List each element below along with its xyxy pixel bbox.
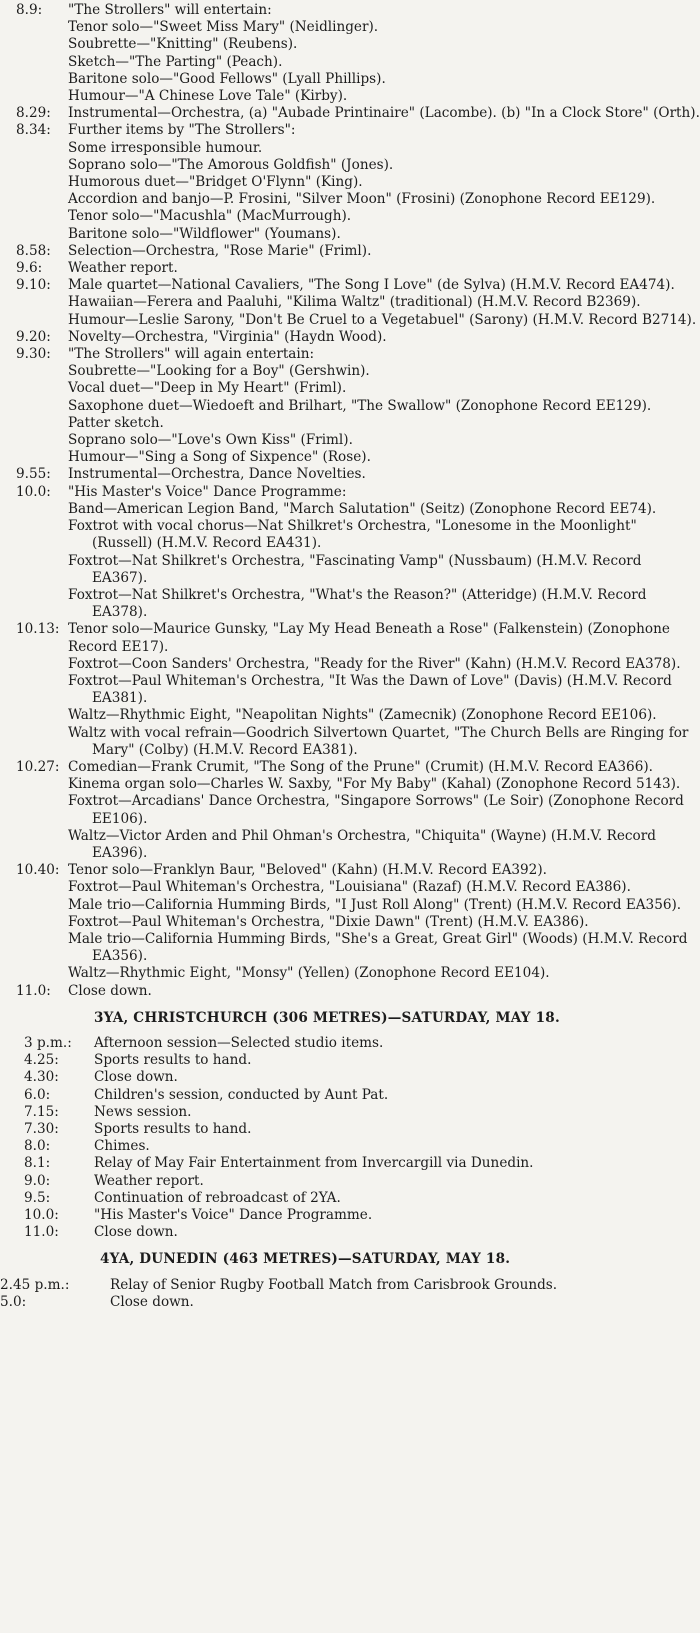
entry-text: Humour—Leslie Sarony, "Don't Be Cruel to a Vegetabuel" (Sarony) (H.M.V. Record B2714).: [68, 311, 697, 328]
entry-text: Male trio—California Humming Birds, "I Just Roll Along" (Trent) (H.M.V. Record EA356).: [68, 896, 682, 913]
entry-text: Some irresponsible humour.: [68, 139, 263, 156]
programme-entry: [0, 122, 700, 242]
entry-text: "The Strollers" will again entertain:: [68, 346, 315, 363]
entry-text: Close down.: [94, 1224, 178, 1241]
programme-entry: [0, 1277, 700, 1294]
programme-entry: [0, 346, 700, 466]
programme-entry: [24, 1224, 700, 1241]
entry-time: 8.9:: [16, 2, 43, 18]
entry-time: 9.10:: [16, 277, 51, 294]
entry-time: 11.0:: [16, 982, 51, 999]
entry-time: 9.5:: [24, 1189, 51, 1206]
entry-text: Soprano solo—"The Amorous Goldfish" (Jones).: [68, 156, 394, 173]
entry-time: 9.55:: [16, 466, 51, 483]
entry-text: Chimes.: [94, 1138, 150, 1155]
entry-text: News session.: [94, 1103, 192, 1120]
entry-text: Sketch—"The Parting" (Peach).: [68, 53, 283, 70]
programme-section: [0, 2, 700, 1000]
entry-text: Weather report.: [68, 260, 178, 277]
entry-text: Instrumental—Orchestra, Dance Novelties.: [68, 466, 366, 483]
entry-time: 8.58:: [16, 242, 51, 259]
entry-text: Close down.: [94, 1069, 178, 1086]
station-heading: 4YA, DUNEDIN (463 METRES)—SATURDAY, MAY 18.: [100, 1251, 511, 1268]
entry-text: Weather report.: [94, 1172, 204, 1189]
entry-text: Continuation of rebroadcast of 2YA.: [94, 1189, 341, 1206]
programme-entry: [0, 983, 700, 1000]
entry-time: 9.30:: [16, 346, 51, 363]
entry-text: Hawaiian—Ferera and Paaluhi, "Kilima Waltz" (traditional) (H.M.V. Record B2369).: [68, 294, 641, 311]
entry-time: 10.13:: [16, 621, 60, 638]
entry-text: Soubrette—"Knitting" (Reubens).: [68, 36, 298, 53]
entry-time: 8.0:: [24, 1138, 51, 1155]
programme-entry: [0, 243, 700, 260]
entry-text: Waltz with vocal refrain—Goodrich Silvertown Quartet, "The Church Bells are Ringing for Mary" (Colby) (H.M.V. Record EA381).: [68, 724, 689, 758]
entry-time: 3 p.m.:: [24, 1034, 72, 1051]
entry-text: Further items by "The Strollers":: [68, 122, 296, 139]
entry-text: Tenor solo—"Sweet Miss Mary" (Neidlinger).: [68, 19, 379, 36]
programme-entry: [24, 1069, 700, 1086]
programme-entry: [0, 260, 700, 277]
entry-text: "His Master's Voice" Dance Programme.: [94, 1207, 373, 1224]
entry-text: Baritone solo—"Wildflower" (Youmans).: [68, 225, 341, 242]
entry-text: Vocal duet—"Deep in My Heart" (Friml).: [68, 380, 347, 397]
entry-time: 8.34:: [16, 122, 51, 139]
programme-entry: [24, 1052, 700, 1069]
programme-entry: [0, 105, 700, 122]
entry-text: Children's session, conducted by Aunt Pat.: [94, 1086, 389, 1103]
programme-entry: [24, 1138, 700, 1155]
entry-time: 5.0:: [0, 1293, 27, 1310]
entry-time: 11.0:: [24, 1224, 59, 1241]
entry-text: Baritone solo—"Good Fellows" (Lyall Phillips).: [68, 70, 386, 87]
entry-text: Humorous duet—"Bridget O'Flynn" (King).: [68, 174, 363, 191]
programme-entry: [0, 862, 700, 982]
entry-text: Foxtrot—Arcadians' Dance Orchestra, "Singapore Sorrows" (Le Soir) (Zonophone Record EE106).: [68, 793, 684, 827]
station-heading: 3YA, CHRISTCHURCH (306 METRES)—SATURDAY, MAY 18.: [94, 1009, 560, 1026]
entry-text: Kinema organ solo—Charles W. Saxby, "For My Baby" (Kahal) (Zonophone Record 5143).: [68, 776, 681, 793]
programme-section: [0, 1251, 700, 1311]
entry-time: 10.0:: [24, 1207, 59, 1224]
entry-text: Humour—"A Chinese Love Tale" (Kirby).: [68, 88, 348, 105]
entry-text: Waltz—Rhythmic Eight, "Monsy" (Yellen) (Zonophone Record EE104).: [68, 965, 550, 982]
programme-entry: [24, 1121, 700, 1138]
entry-text: Foxtrot—Coon Sanders' Orchestra, "Ready for the River" (Kahn) (H.M.V. Record EA378).: [68, 655, 681, 672]
entry-text: Tenor solo—"Macushla" (MacMurrough).: [68, 208, 352, 225]
entry-time: 10.0:: [16, 483, 51, 500]
entry-time: 8.29:: [16, 105, 51, 122]
entry-text: Tenor solo—Franklyn Baur, "Beloved" (Kahn) (H.M.V. Record EA392).: [68, 862, 547, 879]
entry-time: 4.25:: [24, 1052, 59, 1069]
entry-text: Humour—"Sing a Song of Sixpence" (Rose).: [68, 449, 371, 466]
entry-text: Close down.: [110, 1293, 194, 1310]
entry-text: Male quartet—National Cavaliers, "The Song I Love" (de Sylva) (H.M.V. Record EA474).: [68, 277, 675, 294]
entry-time: 6.0:: [24, 1086, 51, 1103]
entry-time: 10.40:: [16, 862, 60, 879]
entry-text: Accordion and banjo—P. Frosini, "Silver Moon" (Frosini) (Zonophone Record EE129).: [68, 191, 656, 208]
entry-text: Foxtrot with vocal chorus—Nat Shilkret's Orchestra, "Lonesome in the Moonlight" (Russell) (H.M.V. Record EA431).: [68, 518, 637, 552]
entry-text: "His Master's Voice" Dance Programme:: [68, 483, 347, 500]
entry-text: Foxtrot—Nat Shilkret's Orchestra, "What's the Reason?" (Atteridge) (H.M.V. Record EA378).: [68, 586, 647, 621]
entry-time: 9.0:: [24, 1172, 51, 1189]
entry-text: Soprano solo—"Love's Own Kiss" (Friml).: [68, 432, 353, 449]
entry-text: Novelty—Orchestra, "Virginia" (Haydn Wood).: [68, 328, 387, 345]
entry-text: Soubrette—"Looking for a Boy" (Gershwin).: [68, 363, 370, 380]
programme-entry: [0, 484, 700, 622]
entry-text: Saxophone duet—Wiedoeft and Brilhart, "The Swallow" (Zonophone Record EE129).: [68, 397, 652, 414]
entry-time: 9.20:: [16, 328, 51, 345]
entry-text: Comedian—Frank Crumit, "The Song of the Prune" (Crumit) (H.M.V. Record EA366).: [68, 758, 653, 775]
entry-time: 2.45 p.m.:: [0, 1276, 70, 1293]
entry-text: Relay of Senior Rugby Football Match from Carisbrook Grounds.: [110, 1276, 558, 1293]
entry-time: 9.6:: [16, 260, 43, 277]
entry-text: "The Strollers" will entertain:: [68, 2, 272, 18]
programme-entry: [0, 277, 700, 329]
programme-entry: [0, 2, 700, 105]
programme-entry: [0, 466, 700, 483]
programme-entry: [0, 759, 700, 862]
entry-time: 10.27:: [16, 758, 60, 775]
entry-text: Foxtrot—Nat Shilkret's Orchestra, "Fascinating Vamp" (Nussbaum) (H.M.V. Record EA367).: [68, 552, 642, 586]
entry-text: Tenor solo—Maurice Gunsky, "Lay My Head Beneath a Rose" (Falkenstein) (Zonophone Record EE17).: [68, 621, 670, 655]
entry-text: Waltz—Victor Arden and Phil Ohman's Orchestra, "Chiquita" (Wayne) (H.M.V. Record EA396).: [68, 827, 656, 861]
entry-time: 8.1:: [24, 1155, 51, 1172]
entry-text: Sports results to hand.: [94, 1052, 252, 1069]
programme-entry: [0, 329, 700, 346]
programme-entry: [24, 1104, 700, 1121]
programme-entry: [0, 1294, 700, 1311]
entry-text: Sports results to hand.: [94, 1121, 252, 1137]
programme-entry: [24, 1035, 700, 1052]
programme-entry: [24, 1207, 700, 1224]
programme-entry: [24, 1190, 700, 1207]
entry-text: Foxtrot—Paul Whiteman's Orchestra, "It Was the Dawn of Love" (Davis) (H.M.V. Record EA381).: [68, 672, 672, 707]
entry-text: Afternoon session—Selected studio items.: [94, 1034, 384, 1051]
programme-entry: [24, 1087, 700, 1104]
programme-section: [0, 1010, 700, 1242]
programme-entry: [24, 1155, 700, 1172]
programme-entry: [0, 621, 700, 759]
entry-text: Patter sketch.: [68, 414, 164, 431]
entry-text: Foxtrot—Paul Whiteman's Orchestra, "Dixie Dawn" (Trent) (H.M.V. EA386).: [68, 913, 589, 930]
entry-text: Close down.: [68, 982, 152, 999]
entry-text: Band—American Legion Band, "March Salutation" (Seitz) (Zonophone Record EE74).: [68, 500, 657, 517]
entry-time: 7.30:: [24, 1121, 59, 1137]
entry-time: 4.30:: [24, 1069, 59, 1086]
entry-time: 7.15:: [24, 1103, 59, 1120]
programme-entry: [24, 1173, 700, 1190]
entry-text: Relay of May Fair Entertainment from Invercargill via Dunedin.: [94, 1155, 534, 1172]
entry-text: Waltz—Rhythmic Eight, "Neapolitan Nights" (Zamecnik) (Zonophone Record EE106).: [68, 707, 657, 724]
entry-text: Foxtrot—Paul Whiteman's Orchestra, "Louisiana" (Razaf) (H.M.V. Record EA386).: [68, 879, 631, 896]
entry-text: Selection—Orchestra, "Rose Marie" (Friml).: [68, 242, 372, 259]
entry-text: Instrumental—Orchestra, (a) "Aubade Printinaire" (Lacombe). (b) "In a Clock Store" (Orth).: [68, 105, 700, 122]
entry-text: Male trio—California Humming Birds, "She's a Great, Great Girl" (Woods) (H.M.V. Record EA356).: [68, 930, 688, 965]
